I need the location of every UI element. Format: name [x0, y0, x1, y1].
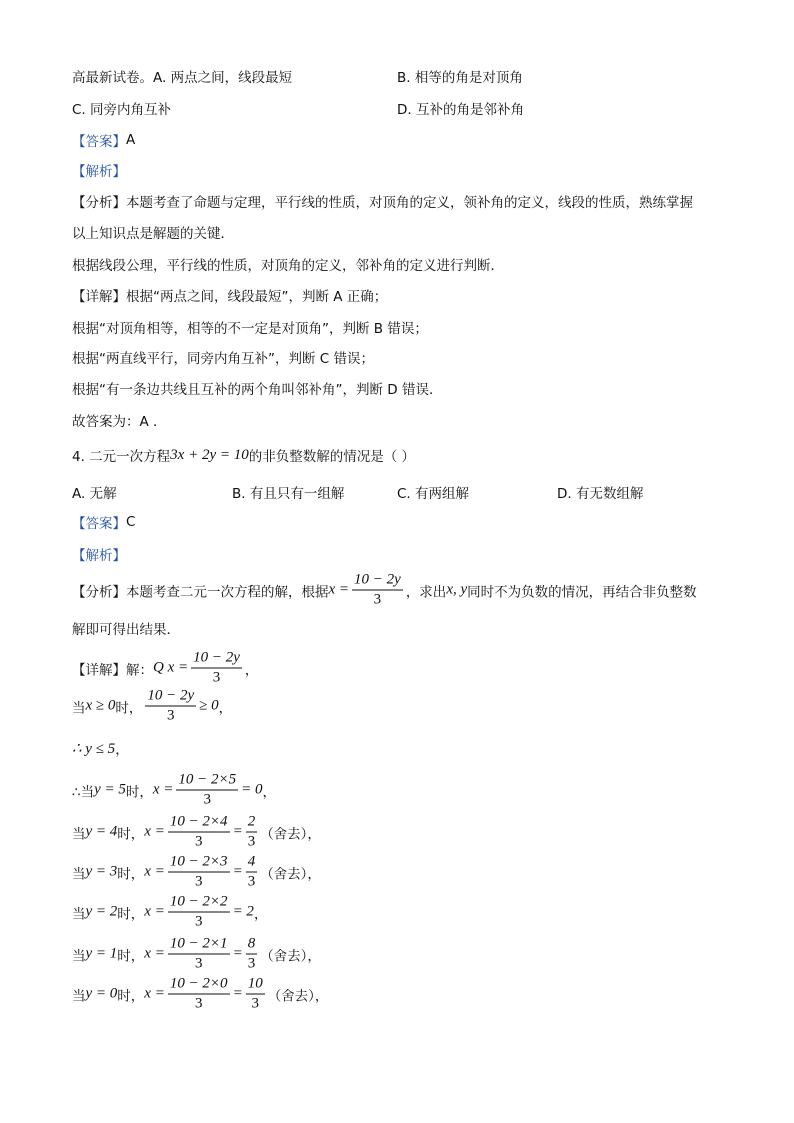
math-expression: x =: [144, 903, 165, 920]
numerator: 10 − 2×1: [168, 936, 230, 955]
denominator: 3: [251, 995, 259, 1012]
answer-value: A: [126, 132, 136, 148]
text: （舍去），: [260, 948, 321, 964]
q4-work-line: [72, 936, 321, 973]
math-expression: x =: [144, 823, 165, 840]
fraction: [246, 854, 258, 891]
math-expression: x, y: [446, 581, 468, 598]
math-expression: y = 3: [85, 863, 118, 880]
q4-analysis-tag: 【解析】: [72, 548, 126, 564]
q3-option-a: 高最新试卷。A. 两点之间，线段最短: [72, 70, 293, 86]
denominator: 3: [373, 591, 382, 608]
q3-detail-4: 根据“有一条边共线且互补的两个角叫邻补角”，判断 D 错误．: [72, 382, 443, 398]
math-expression: =: [232, 823, 243, 840]
denominator: 3: [212, 669, 221, 686]
denominator: 3: [247, 955, 256, 972]
q4-option-b: B. 有且只有一组解: [232, 486, 345, 502]
q3-options-row-2: [72, 98, 524, 118]
q4-answer: [72, 512, 135, 532]
text: 当: [72, 826, 86, 842]
math-expression: x =: [152, 781, 174, 798]
text: ，: [253, 906, 268, 922]
math-expression: =: [232, 863, 243, 880]
denominator: 3: [247, 873, 256, 890]
denominator: 3: [194, 833, 203, 850]
fraction: [176, 772, 238, 809]
math-expression: y = 2: [85, 903, 118, 920]
math-expression: x =: [144, 863, 165, 880]
text: 当: [72, 700, 86, 716]
text: 时，: [117, 988, 145, 1004]
numerator: 10 − 2×5: [176, 772, 238, 791]
fraction: [168, 976, 230, 1013]
q3-analysis-2: 以上知识点是解题的关键．: [72, 226, 234, 242]
text: （舍去），: [260, 826, 321, 842]
math-expression: x =: [144, 945, 165, 962]
fraction: [191, 650, 242, 687]
q4-option-a: A. 无解: [72, 486, 117, 502]
answer-value: C: [126, 514, 136, 530]
text: 时，: [125, 784, 153, 800]
numerator: 8: [246, 936, 258, 955]
text: 时，: [117, 866, 145, 882]
math-expression: y = 4: [85, 823, 118, 840]
q4-option-c: C. 有两组解: [397, 486, 470, 502]
math-expression: = 2: [232, 903, 254, 920]
math-expression: x =: [144, 985, 165, 1002]
denominator: 3: [194, 955, 203, 972]
numerator: 2: [246, 814, 258, 833]
math-expression: Q x =: [153, 659, 189, 676]
q4-work-line: [72, 650, 258, 687]
numerator: 4: [246, 854, 258, 873]
q4-work-line: [72, 688, 232, 725]
numerator: 10 − 2y: [352, 572, 403, 591]
q3-analysis-1: 【分析】本题考查了命题与定理，平行线的性质，对顶角的定义，领补角的定义，线段的性质，熟练掌握: [72, 195, 693, 211]
text: 同时不为负数的情况，再结合非负整数: [467, 584, 697, 600]
text: ，: [115, 742, 129, 758]
math-expression: x =: [328, 581, 350, 598]
math-expression: = 0: [241, 781, 263, 798]
text: ，: [218, 700, 233, 716]
q4-work-line: [72, 738, 129, 758]
fraction: [168, 936, 230, 973]
math-expression: =: [232, 945, 243, 962]
q4-work-line: [72, 894, 267, 931]
text: 时，: [117, 948, 145, 964]
text: 当: [72, 866, 86, 882]
numerator: 10 − 2×4: [168, 814, 230, 833]
denominator: 3: [247, 833, 256, 850]
numerator: 10 − 2y: [191, 650, 242, 669]
q4-stem-pre: 4. 二元一次方程: [72, 449, 171, 465]
q3-option-c: C. 同旁内角互补: [72, 102, 172, 118]
q4-options: [72, 482, 722, 502]
text: 【详解】解：: [72, 662, 153, 678]
text: ，求出: [405, 584, 447, 600]
q4-stem-post: 的非负整数解的情况是（ ）: [248, 449, 416, 465]
q4-option-d: D. 有无数组解: [557, 486, 644, 502]
numerator: 10 − 2y: [145, 688, 196, 707]
text: （舍去），: [260, 866, 321, 882]
math-expression: ∴ y ≤ 5: [72, 740, 116, 757]
fraction: [246, 976, 265, 1013]
numerator: 10 − 2×2: [168, 894, 230, 913]
text: 时，: [117, 906, 145, 922]
denominator: 3: [203, 791, 212, 808]
numerator: 10: [246, 976, 265, 995]
denominator: 3: [194, 913, 203, 930]
q3-options-row-1: [72, 66, 523, 86]
fraction: [352, 572, 403, 609]
text: 当: [72, 948, 86, 964]
math-expression: x ≥ 0: [85, 697, 116, 714]
q3-option-d: D. 互补的角是邻补角: [397, 102, 524, 118]
q3-detail-1: 【详解】根据“两点之间，线段最短”，判断 A 正确；: [72, 289, 388, 305]
fraction: [168, 894, 230, 931]
fraction: [168, 814, 230, 851]
denominator: 3: [167, 707, 175, 724]
q4-work-line: [72, 976, 328, 1013]
text: ，: [262, 784, 277, 800]
math-expression: y = 5: [94, 781, 126, 798]
fraction: [168, 854, 230, 891]
q3-analysis-tag: 【解析】: [72, 164, 126, 180]
q4-stem: [72, 445, 415, 465]
q3-conclusion: 故答案为：A ．: [72, 414, 167, 430]
answer-tag: 【答案】: [72, 134, 126, 150]
text: 【分析】本题考查二元一次方程的解，根据: [72, 584, 329, 600]
text: 时，: [117, 826, 145, 842]
q3-answer: [72, 130, 135, 150]
text: 当: [72, 988, 86, 1004]
q3-analysis-3: 根据线段公理，平行线的性质，对顶角的定义，邻补角的定义进行判断．: [72, 258, 504, 274]
answer-tag: 【答案】: [72, 516, 126, 532]
text: （舍去），: [267, 988, 329, 1004]
q4-equation: 3x + 2y = 10: [170, 446, 249, 463]
text: 当: [72, 906, 86, 922]
numerator: 10 − 2×0: [168, 976, 230, 995]
q4-work-line: [72, 572, 697, 609]
text: 时，: [115, 700, 143, 716]
q4-work-line: [72, 814, 321, 851]
q3-detail-3: 根据“两直线平行，同旁内角互补”，判断 C 错误；: [72, 351, 374, 367]
math-expression: =: [232, 985, 243, 1002]
text: ∴当: [72, 784, 95, 800]
q3-option-b: B. 相等的角是对顶角: [397, 70, 523, 86]
math-expression: y = 0: [85, 985, 118, 1002]
math-expression: ≥ 0: [199, 697, 219, 714]
text: 解即可得出结果．: [72, 622, 180, 638]
denominator: 3: [194, 995, 203, 1012]
numerator: 10 − 2×3: [168, 854, 230, 873]
fraction: [145, 688, 196, 725]
q4-work-line: [72, 618, 180, 638]
denominator: 3: [194, 873, 203, 890]
math-expression: y = 1: [85, 945, 118, 962]
fraction: [246, 814, 258, 851]
text: ，: [244, 662, 259, 678]
fraction: [246, 936, 258, 973]
q4-work-line: [72, 854, 321, 891]
q4-work-line: [72, 772, 276, 809]
q3-detail-2: 根据“对顶角相等，相等的不一定是对顶角”，判断 B 错误；: [72, 321, 428, 337]
